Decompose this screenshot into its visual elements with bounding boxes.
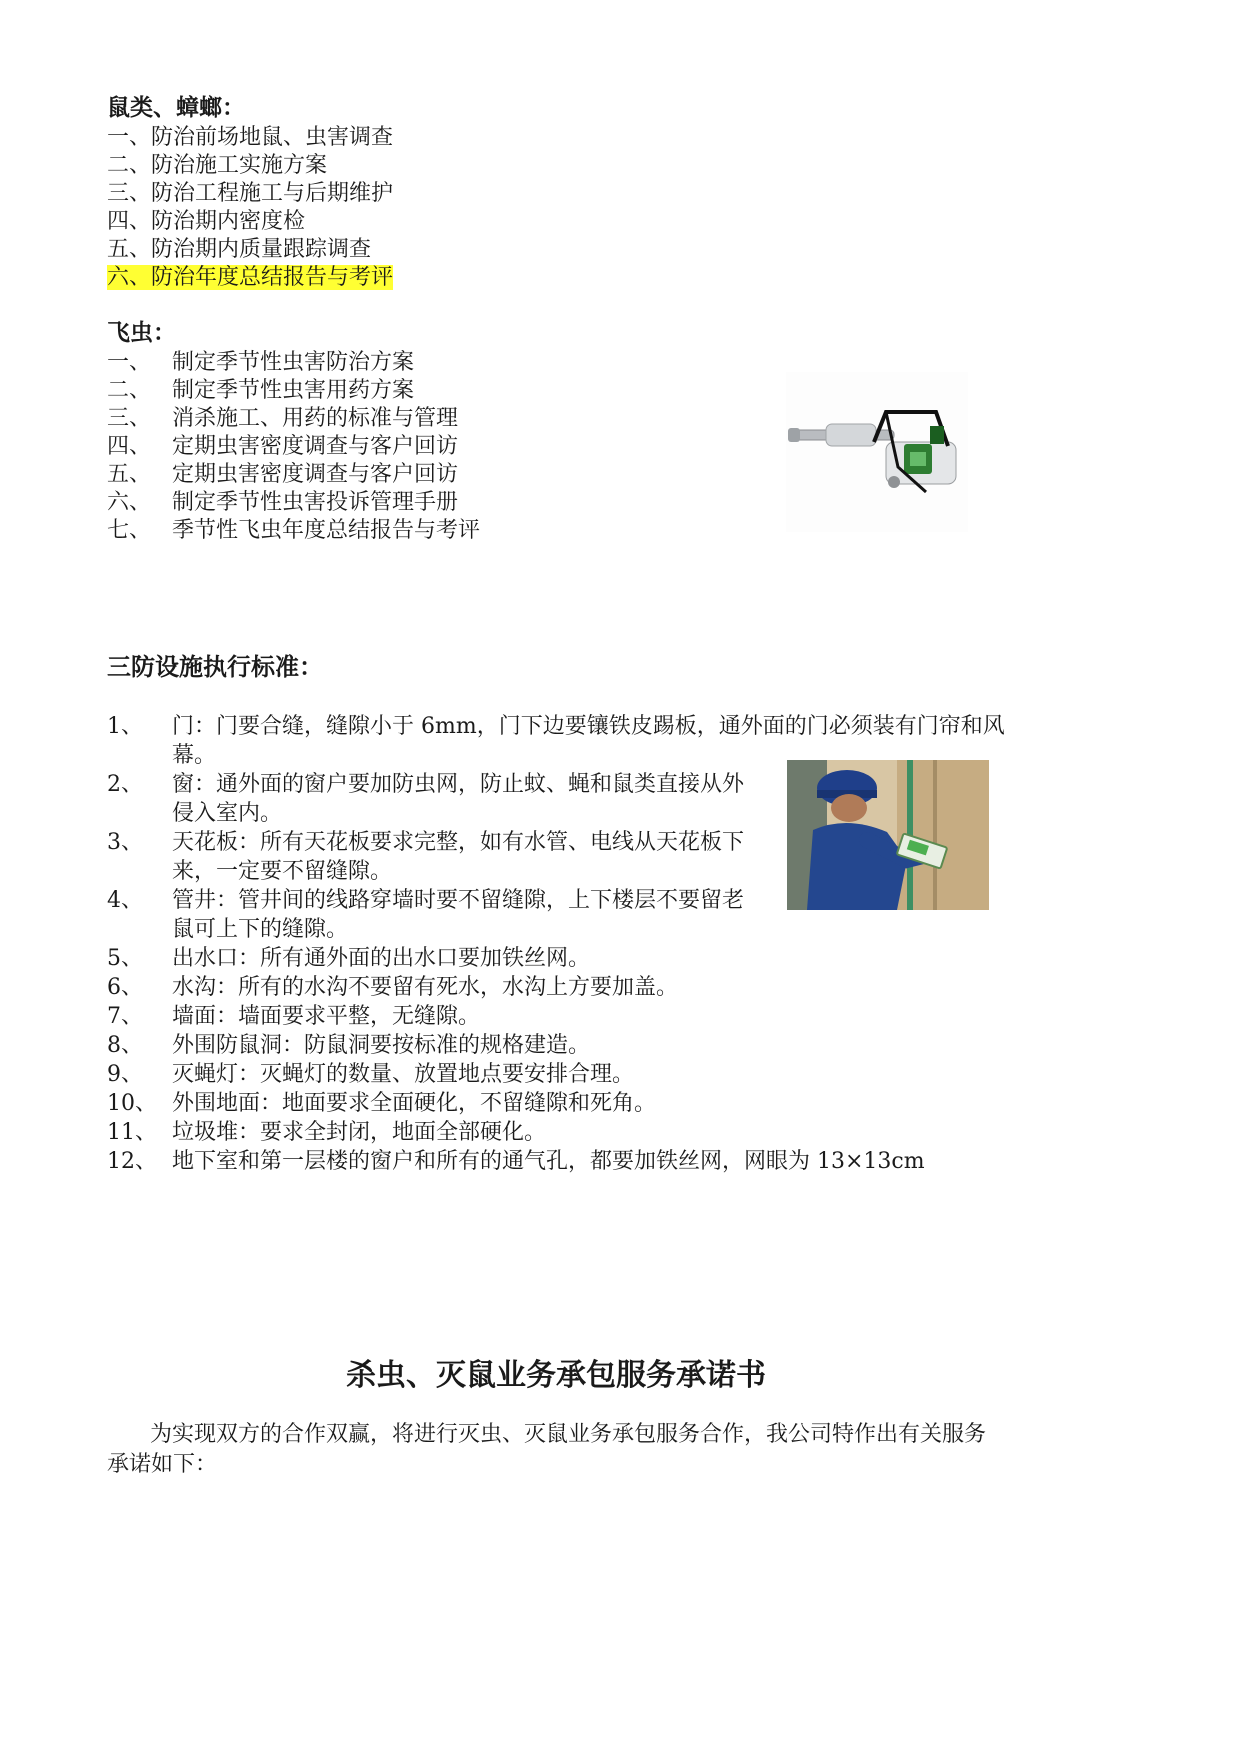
- standard-item-text: 幕。: [172, 743, 217, 768]
- standard-item-text: 外围地面：地面要求全面硬化，不留缝隙和死角。: [172, 1091, 657, 1116]
- standard-item-num: 4、: [107, 888, 143, 913]
- standard-item-text: 侵入室内。: [172, 801, 283, 826]
- standard-item-text: 墙面：墙面要求平整，无缝隙。: [172, 1004, 481, 1029]
- flying-item-num: 一、: [107, 350, 152, 375]
- standard-item-text: 垃圾堆：要求全封闭，地面全部硬化。: [172, 1120, 547, 1145]
- standard-item-text: 鼠可上下的缝隙。: [172, 917, 349, 942]
- fogger-illustration: [786, 372, 968, 532]
- standard-item-text: 门：门要合缝，缝隙小于 6mm，门下边要镶铁皮踢板，通外面的门必须装有门帘和风: [172, 714, 1005, 739]
- standard-item-num: 1、: [107, 714, 143, 739]
- flying-item-num: 六、: [107, 490, 152, 515]
- standard-item-text: 窗：通外面的窗户要加防虫网，防止蚊、蝇和鼠类直接从外: [172, 772, 745, 797]
- flying-item-text: 定期虫害密度调查与客户回访: [172, 462, 459, 487]
- standard-item-text: 水沟：所有的水沟不要留有死水，水沟上方要加盖。: [172, 975, 679, 1000]
- standard-item-text: 天花板：所有天花板要求完整，如有水管、电线从天花板下: [172, 830, 745, 855]
- standard-item-num: 11、: [107, 1120, 157, 1145]
- standard-item-num: 6、: [107, 975, 143, 1000]
- standard-item-text: 灭蝇灯：灭蝇灯的数量、放置地点要安排合理。: [172, 1062, 635, 1087]
- standard-item-num: 5、: [107, 946, 143, 971]
- highlighted-text: 六、防治年度总结报告与考评: [107, 265, 394, 290]
- rodent-item-2: 二、防治施工实施方案: [107, 153, 328, 178]
- commitment-paragraph-line-2: 承诺如下：: [107, 1452, 218, 1477]
- commitment-paragraph-line-1: 为实现双方的合作双赢，将进行灭虫、灭鼠业务承包服务合作，我公司特作出有关服务: [150, 1422, 987, 1447]
- flying-item-num: 二、: [107, 378, 152, 403]
- standard-item-num: 10、: [107, 1091, 157, 1116]
- standard-item-num: 2、: [107, 772, 143, 797]
- rodent-item-4: 四、防治期内密度检: [107, 209, 306, 234]
- standard-item-num: 12、: [107, 1149, 157, 1174]
- worker-image: [787, 760, 989, 910]
- standard-item-text: 外围防鼠洞：防鼠洞要按标准的规格建造。: [172, 1033, 591, 1058]
- standard-item-num: 7、: [107, 1004, 143, 1029]
- standard-item-num: 8、: [107, 1033, 143, 1058]
- flying-item-text: 消杀施工、用药的标准与管理: [172, 406, 459, 431]
- standard-item-text: 出水口：所有通外面的出水口要加铁丝网。: [172, 946, 591, 971]
- flying-item-text: 制定季节性虫害用药方案: [172, 378, 415, 403]
- standard-item-text: 地下室和第一层楼的窗户和所有的通气孔，都要加铁丝网，网眼为 13×13cm: [172, 1149, 925, 1174]
- flying-item-text: 制定季节性虫害防治方案: [172, 350, 415, 375]
- fogger-image: [786, 372, 968, 532]
- rodent-item-3: 三、防治工程施工与后期维护: [107, 181, 394, 206]
- flying-item-text: 定期虫害密度调查与客户回访: [172, 434, 459, 459]
- flying-heading: 飞虫：: [107, 320, 176, 346]
- rodent-item-5: 五、防治期内质量跟踪调查: [107, 237, 372, 262]
- standards-heading: 三防设施执行标准：: [107, 653, 323, 681]
- standard-item-text: 来，一定要不留缝隙。: [172, 859, 393, 884]
- standard-item-num: 3、: [107, 830, 143, 855]
- flying-item-num: 七、: [107, 518, 152, 543]
- rodent-heading: 鼠类、蟑螂：: [107, 95, 245, 121]
- flying-item-text: 制定季节性虫害投诉管理手册: [172, 490, 459, 515]
- rodent-item-1: 一、防治前场地鼠、虫害调查: [107, 125, 394, 150]
- flying-item-num: 五、: [107, 462, 152, 487]
- standard-item-num: 9、: [107, 1062, 143, 1087]
- flying-item-num: 三、: [107, 406, 152, 431]
- commitment-title: 杀虫、灭鼠业务承包服务承诺书: [346, 1358, 766, 1393]
- worker-illustration: [787, 760, 989, 910]
- flying-item-num: 四、: [107, 434, 152, 459]
- rodent-item-6: [107, 263, 393, 293]
- standard-item-text: 管井：管井间的线路穿墙时要不留缝隙，上下楼层不要留老: [172, 888, 745, 913]
- flying-item-text: 季节性飞虫年度总结报告与考评: [172, 518, 481, 543]
